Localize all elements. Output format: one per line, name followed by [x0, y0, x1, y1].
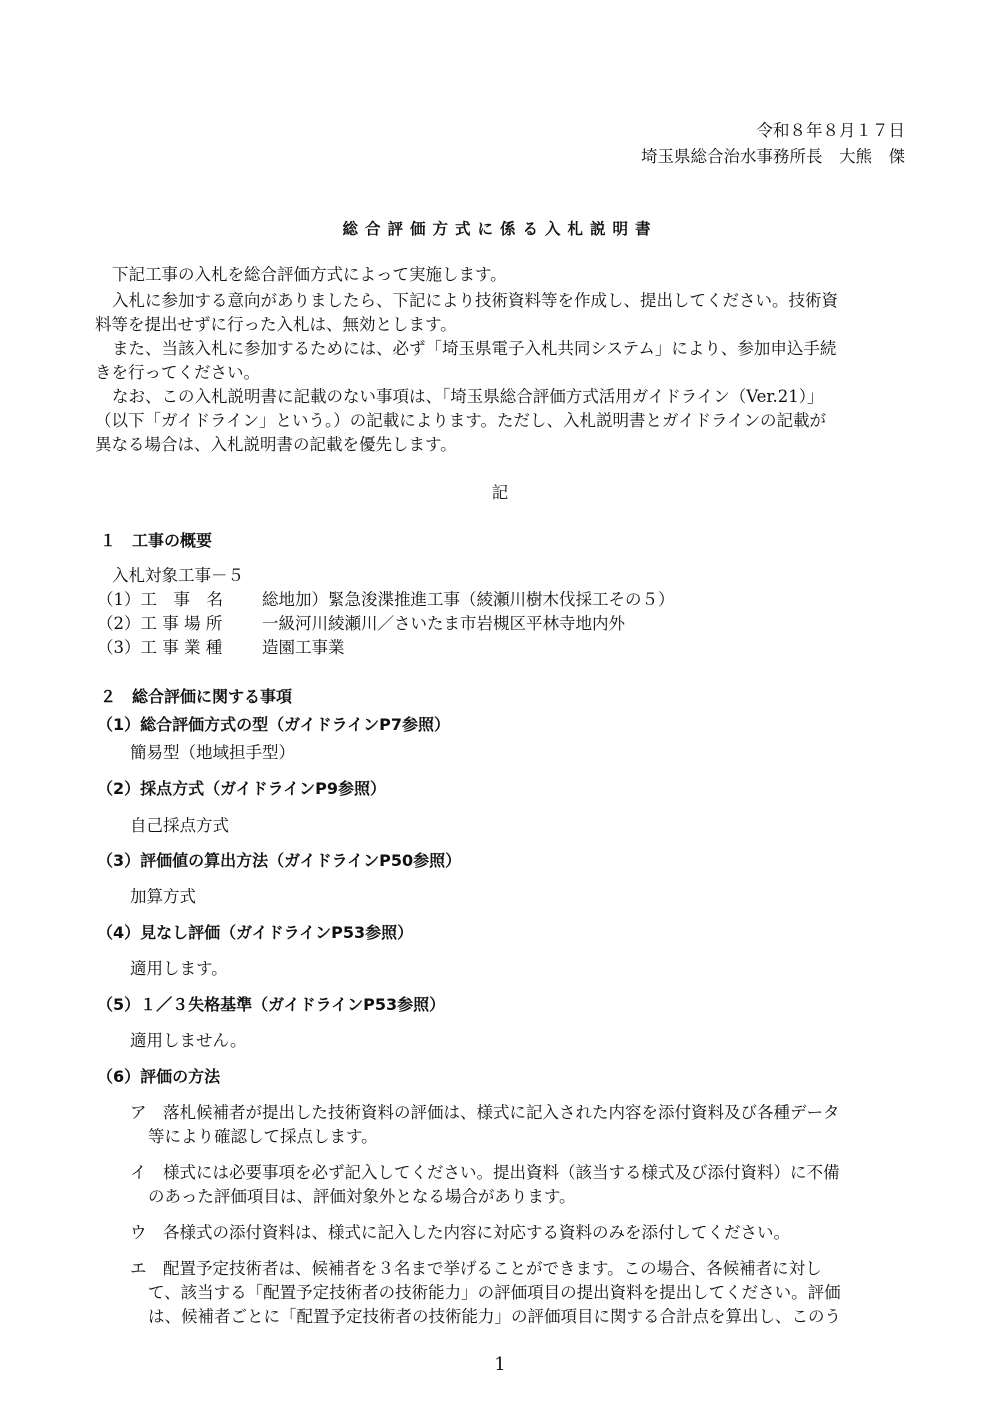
method-item-e: エ 配置予定技術者は、候補者を３名まで挙げることができます。この場合、各候補者に対し [130, 1259, 822, 1278]
work-name-value: 総地加）緊急浚渫推進工事（綾瀬川樹木伐採工その５） [262, 590, 675, 609]
intro-line: 下記工事の入札を総合評価方式によって実施します。 [112, 265, 507, 284]
method-item-u: ウ 各様式の添付資料は、様式に記入した内容に対応する資料のみを添付してください。 [130, 1223, 790, 1242]
ki-marker: 記 [491, 483, 509, 502]
intro-line: なお、この入札説明書に記載のない事項は、「埼玉県総合評価方式活用ガイドライン（Ver.21）」 [112, 387, 824, 406]
subsection-body: 加算方式 [130, 887, 196, 906]
intro-line: きを行ってください。 [95, 363, 260, 382]
intro-line: 入札に参加する意向がありましたら、下記により技術資料等を作成し、提出してください。技術資 [112, 291, 838, 310]
section2-heading: ２ 総合評価に関する事項 [100, 687, 293, 706]
work-location-value: 一級河川綾瀬川／さいたま市岩槻区平林寺地内外 [262, 614, 625, 633]
method-item-i-cont: のあった評価項目は、評価対象外となる場合があります。 [148, 1187, 576, 1206]
document-title: 総合評価方式に係る入札説明書 [342, 220, 658, 238]
issuer-name: 埼玉県総合治水事務所長 大熊 傑 [641, 147, 905, 166]
intro-line: 料等を提出せずに行った入札は、無効とします。 [95, 315, 457, 334]
method-item-e-cont: て、該当する「配置予定技術者の技術能力」の評価項目の提出資料を提出してください。評価 [148, 1283, 841, 1302]
work-name-row [97, 588, 675, 612]
subsection-heading: （4）見なし評価（ガイドラインP53参照） [97, 923, 414, 942]
intro-line: また、当該入札に参加するためには、必ず「埼玉県電子入札共同システム」により、参加申込手続 [112, 339, 837, 358]
subsection-body: 自己採点方式 [130, 816, 229, 835]
intro-line: （以下「ガイドライン」という。）の記載によります。ただし、入札説明書とガイドラインの記載が [95, 411, 826, 430]
subsection-heading: （1）総合評価方式の型（ガイドラインP7参照） [97, 715, 451, 734]
subsection-heading: （3）評価値の算出方法（ガイドラインP50参照） [97, 851, 462, 870]
target-work: 入札対象工事－５ [112, 566, 244, 585]
work-type-row [97, 636, 345, 660]
page-number: 1 [494, 1354, 506, 1375]
method-item-a: ア 落札候補者が提出した技術資料の評価は、様式に記入された内容を添付資料及び各種データ [130, 1103, 840, 1122]
intro-line: 異なる場合は、入札説明書の記載を優先します。 [95, 435, 457, 454]
method-item-a-cont: 等により確認して採点します。 [148, 1127, 378, 1146]
work-type-label: （3）工 事 業 種 [97, 638, 223, 657]
subsection-body: 適用します。 [130, 959, 228, 978]
work-type-value: 造園工事業 [262, 638, 345, 657]
subsection-heading: （2）採点方式（ガイドラインP9参照） [97, 779, 387, 798]
subsection-heading: （5）１／３失格基準（ガイドラインP53参照） [97, 995, 446, 1014]
method-item-e-cont: は、候補者ごとに「配置予定技術者の技術能力」の評価項目に関する合計点を算出し、このう [148, 1307, 841, 1326]
work-name-label: （1）工 事 名 [97, 590, 223, 609]
subsection-heading: （6）評価の方法 [97, 1067, 221, 1086]
method-item-i: イ 様式には必要事項を必ず記入してください。提出資料（該当する様式及び添付資料）に不備 [130, 1163, 840, 1182]
document-date: 令和８年８月１７日 [756, 121, 905, 140]
subsection-body: 適用しません。 [130, 1031, 247, 1050]
work-location-row [97, 612, 625, 636]
subsection-body: 簡易型（地域担手型） [130, 743, 295, 762]
section1-heading: １ 工事の概要 [100, 531, 213, 550]
work-location-label: （2）工 事 場 所 [97, 614, 223, 633]
